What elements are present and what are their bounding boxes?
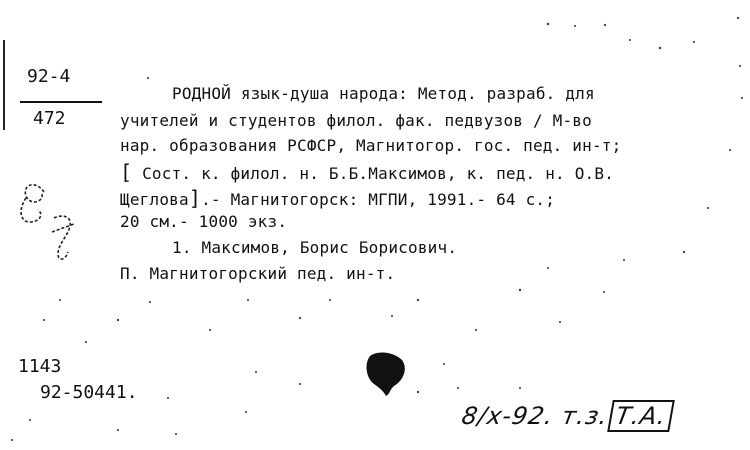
entry-line-4	[120, 160, 614, 184]
entry-line-5	[120, 186, 555, 210]
handwritten-date: 8/х-92. т.з.	[459, 402, 611, 430]
handwritten-note	[460, 402, 675, 430]
entry-title-line: РОДНОЙ язык-душа народа: Метод. разраб. для	[172, 84, 595, 103]
tracing-1: 1. Максимов, Борис Борисович.	[172, 238, 458, 257]
entry-line-5-name: Щеглова	[120, 190, 189, 209]
tracing-2: П. Магнитогорский пед. ин-т.	[120, 264, 396, 283]
entry-line-3: нар. образования РСФСР, Магнитогор. гос. пед. ин-т;	[120, 136, 622, 155]
entry-line-5-text: .- Магнитогорск: МГПИ, 1991.- 64 с.;	[201, 190, 556, 209]
accession-number: 1143	[18, 356, 62, 377]
entry-line-4-text: Сост. к. филол. н. Б.Б.Максимов, к. пед. н. О.В.	[132, 164, 615, 183]
handwritten-mark	[14, 170, 94, 270]
open-bracket: [	[120, 160, 133, 184]
classification-divider	[20, 101, 102, 103]
close-bracket: ]	[188, 186, 202, 210]
ink-blot	[360, 348, 410, 398]
registration-number: 92-50441.	[40, 382, 138, 403]
entry-line-2: учителей и студентов филол. фак. педвузов / М-во	[120, 111, 592, 130]
card-edge-line	[3, 40, 5, 130]
entry-line-6: 20 см.- 1000 экз.	[120, 212, 288, 231]
classification-number: 92-4	[27, 66, 71, 87]
handwritten-initials: Т.А.	[607, 400, 675, 432]
classification-subnumber: 472	[33, 108, 66, 129]
